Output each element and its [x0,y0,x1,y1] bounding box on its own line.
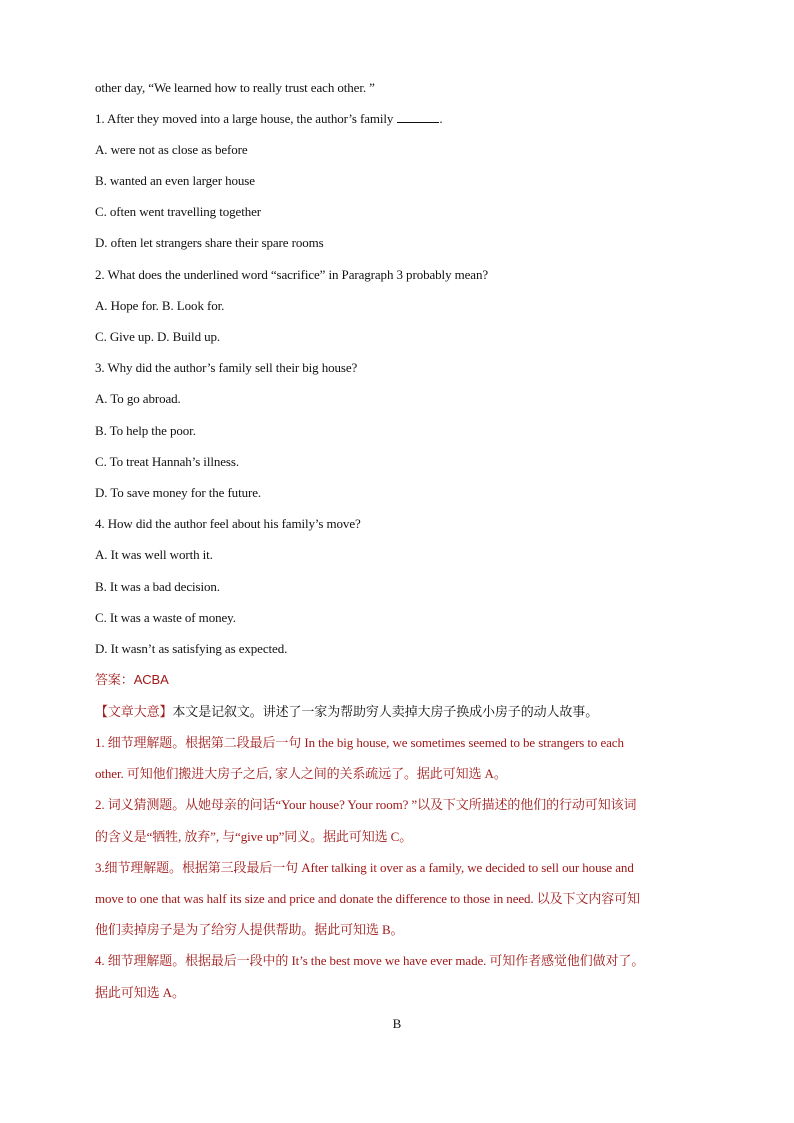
question-1-end: . [439,111,443,126]
explanation-4-line-1: 4. 细节理解题。根据最后一段中的 It’s the best move we have ever made. 可知作者感觉他们做对了。 [95,953,645,968]
answer-label: 答案： [95,672,134,687]
explanation-3-line-2: move to one that was half its size and price and donate the difference to those in need. 以及下文内容可知 [95,891,640,906]
next-section-label: B [392,1016,402,1031]
q3-option-d: D. To save money for the future. [95,485,262,500]
explanation-1-line-2: other. 可知他们搬进大房子之后, 家人之间的关系疏远了。据此可知选 A。 [95,766,507,781]
q2-options-ab: A. Hope for. B. Look for. [95,298,225,313]
summary-line [95,703,598,721]
q4-option-b: B. It was a bad decision. [95,579,220,594]
answer-line [95,671,169,689]
q4-option-d: D. It wasn’t as satisfying as expected. [95,641,288,656]
q2-options-cd: C. Give up. D. Build up. [95,329,221,344]
question-2: 2. What does the underlined word “sacrifice” in Paragraph 3 probably mean? [95,267,489,282]
answer-blank [397,110,439,123]
explanation-4-line-2: 据此可知选 A。 [95,985,185,1000]
explanation-2-line-1: 2. 词义猜测题。从她母亲的问话“Your house? Your room? ”以及下文所描述的他们的行动可知该词 [95,797,637,812]
q4-option-a: A. It was well worth it. [95,547,213,562]
q3-option-a: A. To go abroad. [95,391,181,406]
explanation-3-line-1: 3.细节理解题。根据第三段最后一句 After talking it over as a family, we decided to sell our house and [95,860,634,875]
q1-option-b: B. wanted an even larger house [95,173,255,188]
explanation-3-line-3: 他们卖掉房子是为了给穷人提供帮助。据此可知选 B。 [95,922,404,937]
question-1-text: 1. After they moved into a large house, the author’s family [95,111,394,126]
passage-last-line: other day, “We learned how to really trust each other. ” [95,80,375,95]
answer-value: ACBA [133,672,169,687]
question-4: 4. How did the author feel about his family’s move? [95,516,361,531]
summary-label: 【文章大意】 [95,704,173,719]
question-3: 3. Why did the author’s family sell their big house? [95,360,358,375]
q1-option-d: D. often let strangers share their spare rooms [95,235,324,250]
q1-option-a: A. were not as close as before [95,142,248,157]
q4-option-c: C. It was a waste of money. [95,610,236,625]
question-1 [95,110,442,128]
q1-option-c: C. often went travelling together [95,204,262,219]
q3-option-b: B. To help the poor. [95,423,196,438]
explanation-2-line-2: 的含义是“牺牲, 放弃”, 与“give up”同义。据此可知选 C。 [95,829,413,844]
q3-option-c: C. To treat Hannah’s illness. [95,454,239,469]
summary-text: 本文是记叙文。讲述了一家为帮助穷人卖掉大房子换成小房子的动人故事。 [172,704,599,719]
explanation-1-line-1: 1. 细节理解题。根据第二段最后一句 In the big house, we sometimes seemed to be strangers to each [95,735,624,750]
